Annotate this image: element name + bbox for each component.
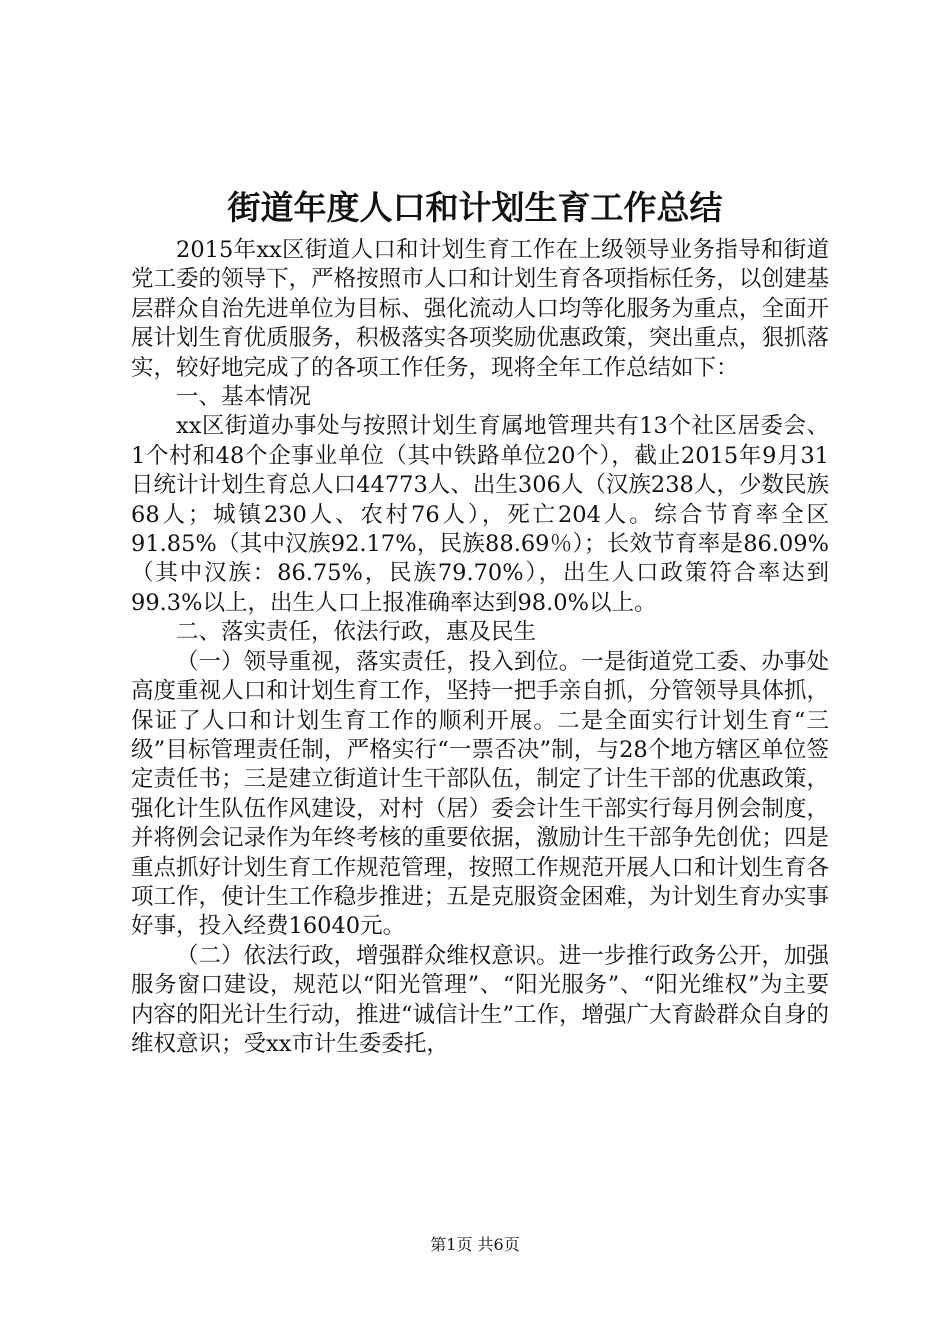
document-body	[131, 236, 829, 1059]
paragraph-law-administration: （二）依法行政，增强群众维权意识。进一步推行政务公开，加强服务窗口建设，规范以“阳光管理”、“阳光服务”、“阳光维权”为主要内容的阳光计生行动，推进“诚信计生”工作，增强广大育龄群众自身的维权意识；受xx市计生委委托，	[131, 942, 830, 1057]
page-total: 共6页	[477, 1235, 520, 1254]
section-heading-basic-situation: 一、基本情况	[176, 384, 312, 411]
page-footer	[0, 1234, 950, 1256]
page-number: 第1页	[430, 1235, 473, 1254]
section-heading-responsibility: 二、落实责任，依法行政，惠及民生	[176, 619, 537, 646]
document-title: 街道年度人口和计划生育工作总结	[227, 188, 723, 227]
paragraph-basic-situation: xx区街道办事处与按照计划生育属地管理共有13个社区居委会、1个村和48个企事业单位（其中铁路单位20个），截止2015年9月31日统计计划生育总人口44773人、出生306人（汉族238人，少数民族68人；城镇230人、农村76人），死亡204人。综合节育率全区91.85%（其中汉族92.17%，民族88.69％）；长效节育率是86.09%（其中汉族：86.75%，民族79.70%），出生人口政策符合率达到99.3%以上，出生人口上报准确率达到98.0%以上。	[131, 413, 829, 616]
paragraph-intro: 2015年xx区街道人口和计划生育工作在上级领导业务指导和街道党工委的领导下，严格按照市人口和计划生育各项指标任务，以创建基层群众自治先进单位为目标、强化流动人口均等化服务为重点，全面开展计划生育优质服务，积极落实各项奖励优惠政策，突出重点，狠抓落实，较好地完成了的各项工作任务，现将全年工作总结如下：	[131, 237, 829, 381]
paragraph-leadership: （一）领导重视，落实责任，投入到位。一是街道党工委、办事处高度重视人口和计划生育工作，坚持一把手亲自抓，分管领导具体抓，保证了人口和计划生育工作的顺利开展。二是全面实行计划生育“三级”目标管理责任制，严格实行“一票否决”制，与28个地方辖区单位签定责任书；三是建立街道计生干部队伍，制定了计生干部的优惠政策，强化计生队伍作风建设，对村（居）委会计生干部实行每月例会制度，并将例会记录作为年终考核的重要依据，激励计生干部争先创优；四是重点抓好计划生育工作规范管理，按照工作规范开展人口和计划生育各项工作，使计生工作稳步推进；五是克服资金困难，为计划生育办实事好事，投入经费16040元。	[131, 648, 829, 940]
